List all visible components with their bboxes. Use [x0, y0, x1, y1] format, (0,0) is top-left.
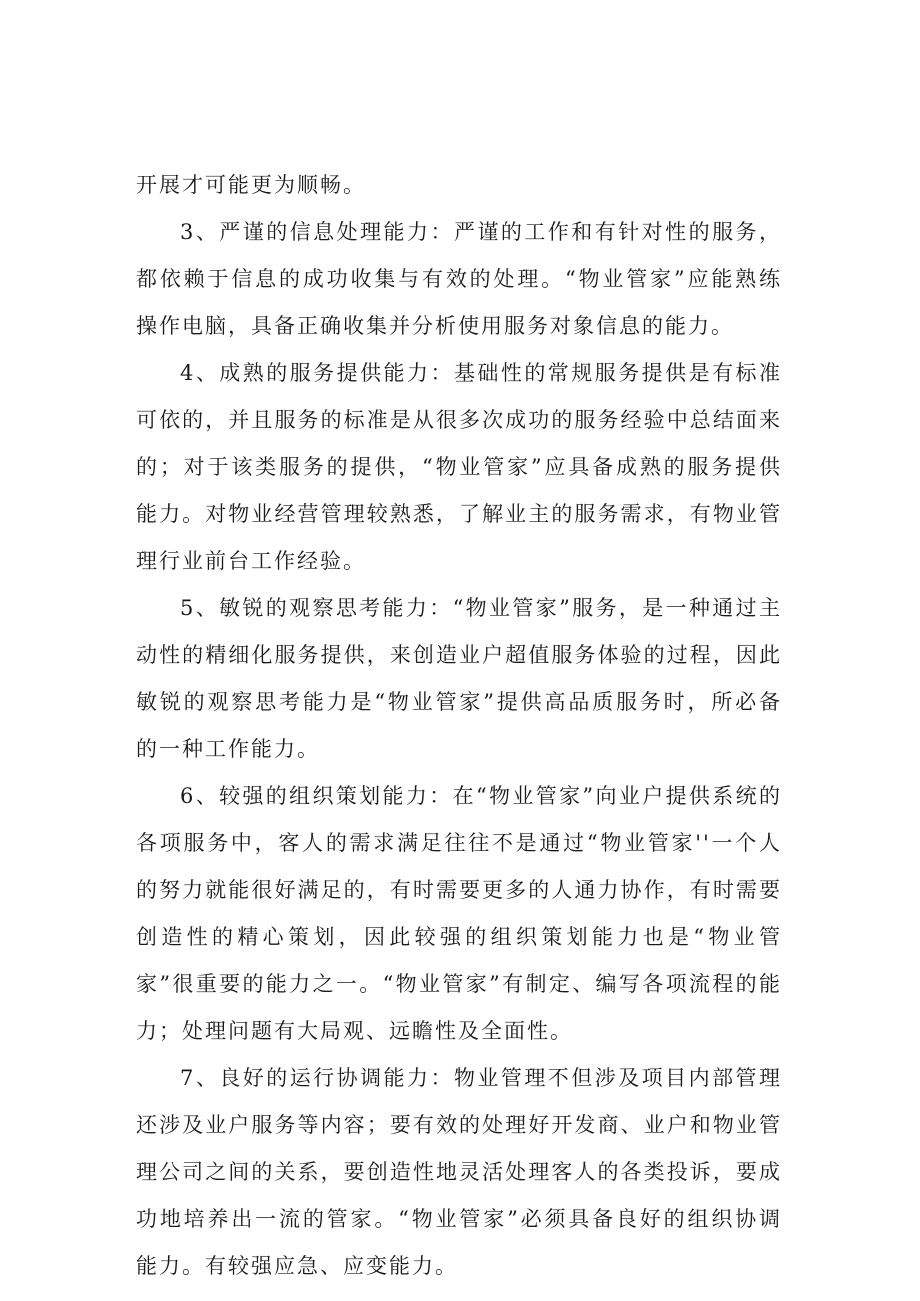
paragraph-item-5: 5、敏锐的观察思考能力：“物业管家”服务，是一种通过主动性的精细化服务提供，来创造业户超值服务体验的过程，因此敏锐的观察思考能力是“物业管家”提供高品质服务时，所必备的一种工作能力。: [136, 596, 782, 761]
document-body: [136, 162, 782, 1290]
paragraph-item-4: 4、成熟的服务提供能力：基础性的常规服务提供是有标准可依的，并且服务的标准是从很多次成功的服务经验中总结面来的；对于该类服务的提供，“物业管家”应具备成熟的服务提供能力。对物业经营管理较熟悉，了解业主的服务需求，有物业管理行业前台工作经验。: [136, 361, 782, 573]
paragraph-item-6: 6、较强的组织策划能力：在“物业管家”向业户提供系统的各项服务中，客人的需求满足往往不是通过“物业管家''一个人的努力就能很好满足的，有时需要更多的人通力协作，有时需要创造性的精心策划，因此较强的组织策划能力也是“物业管家”很重要的能力之一。“物业管家”有制定、编写各项流程的能力；处理问题有大局观、远瞻性及全面性。: [136, 784, 782, 1043]
paragraph-item-7: 7、良好的运行协调能力：物业管理不但涉及项目内部管理还涉及业户服务等内容；要有效的处理好开发商、业户和物业管理公司之间的关系，要创造性地灵活处理客人的各类投诉，要成功地培养出一流的管家。“物业管家”必须具备良好的组织协调能力。有较强应急、应变能力。: [136, 1066, 782, 1278]
paragraph-continuation: 开展才可能更为顺畅。: [136, 173, 366, 197]
paragraph-item-3: 3、严谨的信息处理能力：严谨的工作和有针对性的服务，都依赖于信息的成功收集与有效的处理。“物业管家”应能熟练操作电脑，具备正确收集并分析使用服务对象信息的能力。: [136, 220, 782, 338]
